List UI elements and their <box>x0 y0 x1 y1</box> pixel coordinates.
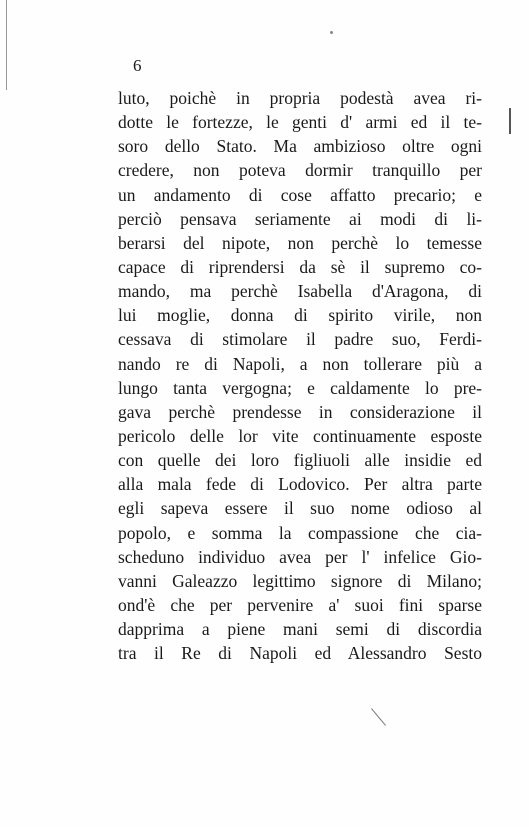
text-line: perciò pensava seriamente ai modi di li- <box>118 208 482 229</box>
paper-speck <box>330 31 333 34</box>
text-line: un andamento di cose affatto precario; e <box>118 184 482 205</box>
text-line: gava perchè prendesse in considerazione il <box>118 401 482 422</box>
text-line: soro dello Stato. Ma ambizioso oltre ogni <box>118 136 482 157</box>
text-line: lungo tanta vergogna; e caldamente lo pre- <box>118 377 482 398</box>
text-line: scheduno individuo avea per l' infelice Gio- <box>118 546 482 567</box>
text-line: luto, poichè in propria podestà avea ri- <box>118 88 482 108</box>
paper-scratch <box>371 708 386 725</box>
text-line: dotte le fortezze, le genti d' armi ed il te- <box>118 112 482 133</box>
text-line: capace di riprendersi da sè il supremo co- <box>118 256 482 277</box>
text-line: vanni Galeazzo legittimo signore di Milano; <box>118 570 482 591</box>
text-line: alla mala fede di Lodovico. Per altra parte <box>118 474 482 495</box>
text-line: dapprima a piene mani semi di discordia <box>118 619 482 640</box>
text-line: egli sapeva essere il suo nome odioso al <box>118 498 482 519</box>
page-edge-mark-right <box>509 108 511 134</box>
text-line: mando, ma perchè Isabella d'Aragona, di <box>118 281 482 302</box>
page-number: 6 <box>133 56 142 75</box>
text-line: popolo, e somma la compassione che cia- <box>118 522 482 543</box>
body-text <box>118 86 482 665</box>
text-line: pericolo delle lor vite continuamente esposte <box>118 425 482 446</box>
text-line: nando re di Napoli, a non tollerare più a <box>118 353 482 374</box>
text-line: credere, non poteva dormir tranquillo per <box>118 160 482 181</box>
text-line: cessava di stimolare il padre suo, Ferdi- <box>118 329 482 350</box>
text-line: berarsi del nipote, non perchè lo temesse <box>118 232 482 253</box>
text-line: tra il Re di Napoli ed Alessandro Sesto <box>118 643 482 664</box>
page-edge-mark-left <box>6 0 7 90</box>
text-line: ond'è che per pervenire a' suoi fini sparse <box>118 594 482 615</box>
text-line: lui moglie, donna di spirito virile, non <box>118 305 482 326</box>
text-line: con quelle dei loro figliuoli alle insidie ed <box>118 450 482 471</box>
